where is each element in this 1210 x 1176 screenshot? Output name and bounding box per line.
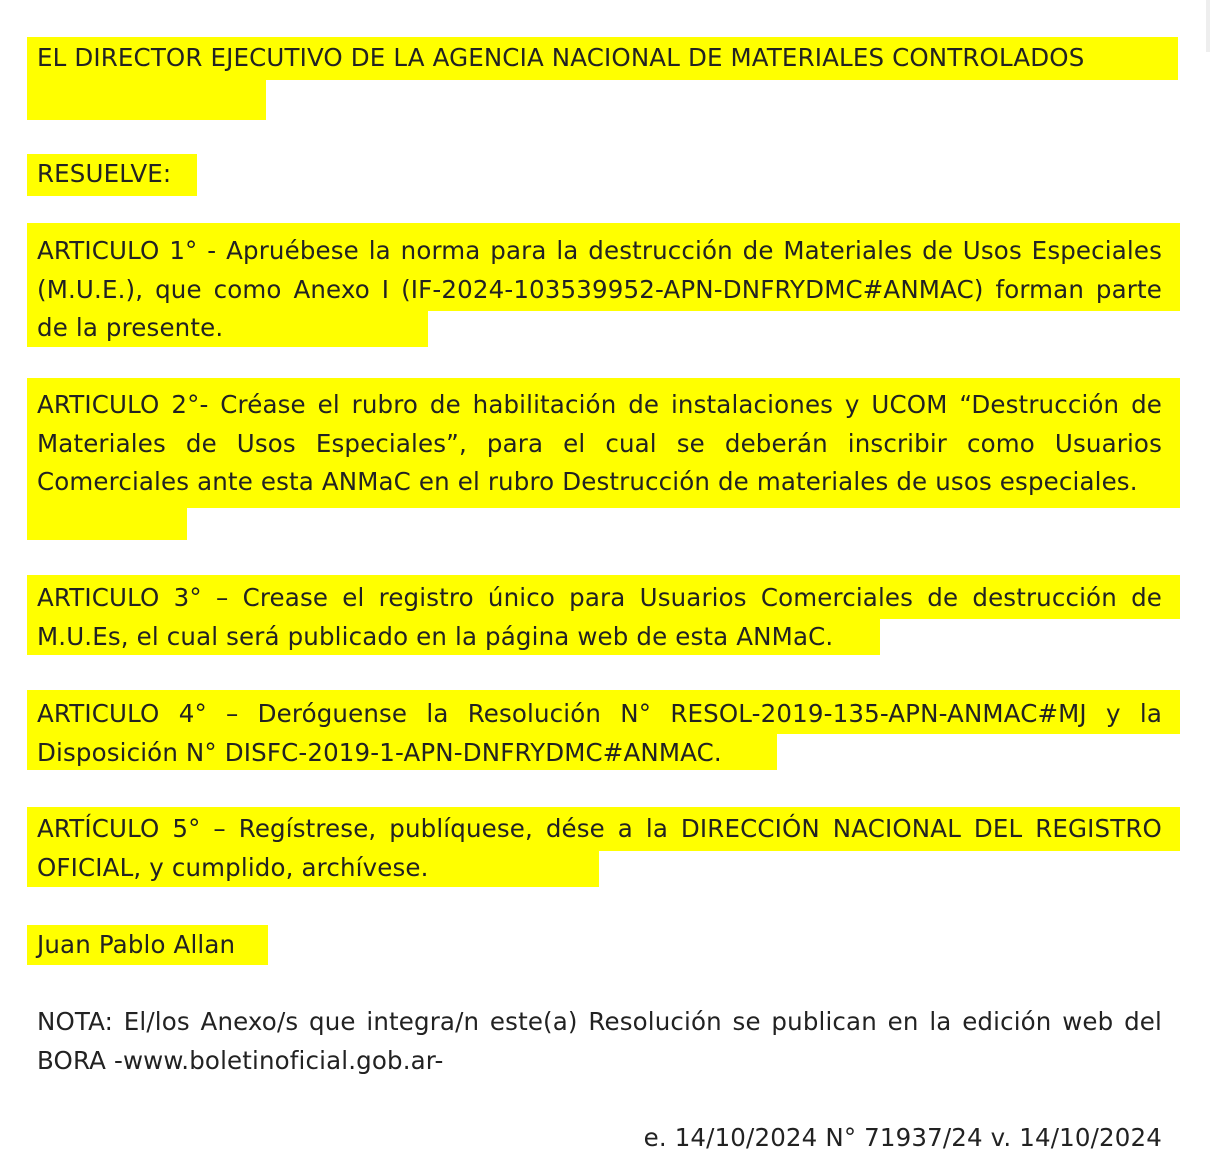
heading-text: EL DIRECTOR EJECUTIVO DE LA AGENCIA NACIONAL DE MATERIALES CONTROLADOS xyxy=(37,43,1085,72)
article-4: ARTICULO 4° – Deróguense la Resolución N° RESOL-2019-135-APN-ANMAC#MJ y la Disposición N° DISFC-2019-1-APN-DNFRYDMC#ANMAC. xyxy=(37,699,1162,767)
publication-footer: e. 14/10/2024 N° 71937/24 v. 14/10/2024 xyxy=(643,1123,1162,1152)
article-2: ARTICULO 2°- Créase el rubro de habilitación de instalaciones y UCOM “Destrucción de Materiales de Usos Especiales”, para el cual se deberán inscribir como Usuarios Comerciales ante esta ANMaC en el rubro Destrucción de materiales de usos especiales. xyxy=(37,390,1162,496)
article-5: ARTÍCULO 5° – Regístrese, publíquese, dése a la DIRECCIÓN NACIONAL DEL REGISTRO OFICIAL, y cumplido, archívese. xyxy=(37,814,1162,882)
article-3: ARTICULO 3° – Crease el registro único para Usuarios Comerciales de destrucción de M.U.Es, el cual será publicado en la página web de esta ANMaC. xyxy=(37,583,1162,651)
note-text: NOTA: El/los Anexo/s que integra/n este(a) Resolución se publican en la edición web del BORA -www.boletinoficial.gob.ar- xyxy=(37,1007,1162,1075)
signature-name: Juan Pablo Allan xyxy=(37,930,236,959)
scrollbar-edge[interactable] xyxy=(1206,0,1210,52)
highlight-article-2-b xyxy=(27,506,187,540)
resolves-text: RESUELVE: xyxy=(37,159,172,188)
highlight-heading-line2 xyxy=(27,78,266,120)
article-1: ARTICULO 1° - Apruébese la norma para la destrucción de Materiales de Usos Especiales (M.U.E.), que como Anexo I (IF-2024-103539952-APN-DNFRYDMC#ANMAC) forman parte de la presente. xyxy=(37,236,1162,342)
